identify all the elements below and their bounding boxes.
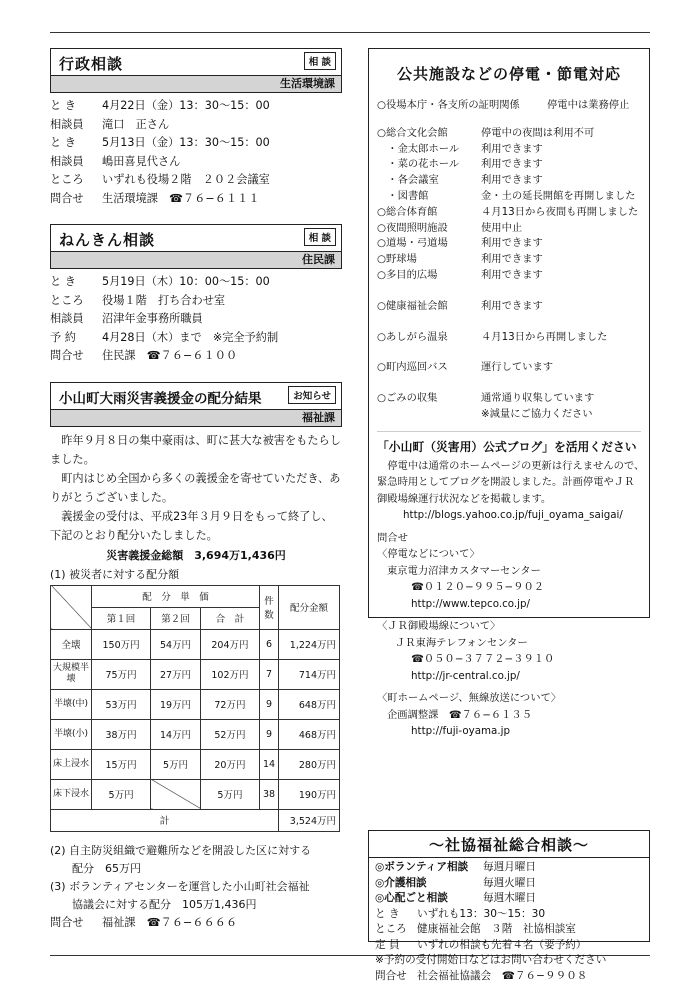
- info-row: [50, 310, 342, 329]
- facility-status: 利用できます: [481, 237, 543, 250]
- table-cell: 72万円: [200, 689, 259, 719]
- nenkin-dept: 住民課: [50, 252, 342, 269]
- table-cell-cat: 半壊(小): [51, 719, 92, 749]
- shakyo-item-day: 毎週月曜日: [483, 861, 536, 873]
- info-label: 相談員: [50, 312, 84, 325]
- info-value: 滝口 正さん: [102, 117, 170, 131]
- facility-name: ・金太郎ホール: [377, 142, 460, 155]
- info-value: 生活環境課 ☎７６−６１１１: [102, 191, 260, 205]
- info-row: [50, 292, 342, 311]
- gienkin-badge: お知らせ: [288, 386, 336, 404]
- contact-value: 福祉課 ☎７６−６６６６: [102, 915, 238, 929]
- note-3b: 協議会に対する配分 105万1,436円: [72, 897, 257, 911]
- shakyo-item-name: ◎心配ごと相談: [375, 892, 448, 904]
- table-cell-cat: 半壊(中): [51, 689, 92, 719]
- table-total-amount: 3,524万円: [279, 809, 340, 831]
- facility-row: [377, 221, 641, 237]
- info-row: [50, 329, 342, 348]
- gienkin-sub1: (1) 被災者に対する配分額: [50, 567, 180, 581]
- facility-row: [377, 330, 641, 346]
- facility-list: [377, 98, 641, 423]
- info-value: 5月19日（木）10：00〜15：00: [102, 275, 270, 288]
- allocation-table: [50, 585, 340, 832]
- shakyo-row: [369, 907, 649, 923]
- info-value: 4月28日（木）まで ※完全予約制: [102, 330, 279, 344]
- blog-title: 「小山町（災害用）公式ブログ」を活用ください: [377, 431, 641, 455]
- info-value: 役場１階 打ち合わせ室: [102, 293, 226, 307]
- table-cell: 1,224万円: [279, 629, 340, 659]
- shakyo-contact: [369, 969, 649, 985]
- nenkin-info: [50, 273, 342, 366]
- note-2a: (2) 自主防災組織で避難所などを開設した区に対する: [50, 843, 312, 857]
- nenkin-title: ねんきん相談: [59, 231, 156, 249]
- table-cell: 648万円: [279, 689, 340, 719]
- info-value: 沼津年金事務所職員: [102, 312, 203, 325]
- info-label: 相談員: [50, 154, 84, 168]
- shakyo-note: ※予約の受付開始日などはお問い合わせください: [375, 954, 607, 966]
- contact-url-link[interactable]: http://jr-central.co.jp/: [411, 669, 520, 682]
- facility-status: ※減量にご協力ください: [481, 407, 593, 420]
- info-label: 相談員: [50, 117, 84, 131]
- facility-name: ○健康福祉会館: [377, 299, 448, 312]
- shakyo-contact-label: 問合せ: [375, 969, 407, 982]
- facility-row: [377, 299, 641, 315]
- contact-name: 企画調整課 ☎７６−６１３５: [387, 708, 533, 721]
- info-value: 5月13日（金）13：30〜15：00: [102, 136, 270, 149]
- facility-name: ○野球場: [377, 253, 417, 266]
- table-cell: 75万円: [92, 659, 151, 689]
- info-label: 問合せ: [50, 349, 84, 362]
- facility-name: ○多目的広場: [377, 268, 438, 281]
- facility-name: ・各会議室: [377, 174, 439, 187]
- table-cell: 38: [260, 779, 279, 809]
- shakyo-row-value: いずれも13：30〜15：30: [417, 907, 546, 920]
- facility-name: ○夜間照明施設: [377, 221, 448, 234]
- table-header-ken: 件数: [260, 585, 279, 629]
- contact-url-link[interactable]: http://www.tepco.co.jp/: [411, 597, 531, 610]
- info-row: [50, 347, 342, 366]
- right-column: [368, 48, 650, 738]
- facility-row: [377, 236, 641, 252]
- table-total-label: 計: [51, 809, 279, 831]
- contact-heading: 〈停電などについて〉: [377, 548, 480, 561]
- facility-name: ・菜の花ホール: [377, 158, 460, 171]
- gienkin-total: 災害義援金総額 3,694万1,436円: [106, 548, 286, 562]
- contact-label: 問合せ: [50, 915, 84, 929]
- contact-name: 東京電力沼津カスタマーセンター: [387, 564, 541, 577]
- table-cell: 14: [260, 749, 279, 779]
- contact-name: ＪＲ東海テレフォンセンター: [395, 636, 528, 649]
- gienkin-header: [50, 382, 342, 410]
- note-2b: 配分 65万円: [72, 861, 141, 875]
- info-label: と き: [50, 99, 76, 112]
- facility-name: ○総合文化会館: [377, 126, 448, 139]
- gyosei-header: [50, 48, 342, 76]
- spacer: [377, 376, 641, 391]
- shakyo-item: [369, 860, 649, 876]
- table-cell-cat: 床下浸水: [51, 779, 92, 809]
- info-row: [50, 97, 342, 116]
- facility-status: 使用中止: [481, 221, 523, 234]
- facility-row: [377, 391, 641, 407]
- spacer: [377, 284, 641, 299]
- table-cell: 5万円: [92, 779, 151, 809]
- facility-status: 利用できます: [481, 299, 543, 312]
- gienkin-notes: [50, 842, 342, 933]
- table-cell: 53万円: [92, 689, 151, 719]
- table-cell-cat: 床上浸水: [51, 749, 92, 779]
- table-header-kingaku: 配分金額: [279, 585, 340, 629]
- shakyo-box: [368, 830, 650, 982]
- facility-title: 公共施設などの停電・節電対応: [396, 65, 621, 83]
- gyosei-section: [50, 48, 342, 208]
- info-value: 住民課 ☎７６−６１００: [102, 349, 238, 362]
- gyosei-title: 行政相談: [59, 55, 124, 73]
- table-cell: 5万円: [151, 749, 201, 779]
- facility-row: [377, 98, 641, 114]
- info-value: 嶋田喜見代さん: [102, 154, 181, 168]
- left-column: [50, 48, 342, 942]
- note-3a: (3) ボランティアセンターを運営した小山町社会福祉: [50, 879, 310, 893]
- facility-row: [377, 205, 641, 221]
- table-cell: 9: [260, 719, 279, 749]
- table-cell: 714万円: [279, 659, 340, 689]
- info-row: [50, 116, 342, 135]
- facility-status: 利用できます: [481, 142, 543, 155]
- facility-status: 停電中の夜間は利用不可: [481, 126, 595, 139]
- shakyo-row: [369, 938, 649, 954]
- facility-name: ・図書館: [377, 189, 429, 202]
- table-header-sum: 合 計: [200, 607, 259, 629]
- table-cell-cat: 大規模半壊: [51, 659, 92, 689]
- gienkin-para: 昨年９月８日の集中豪雨は、町に甚大な被害をもたらしました。: [50, 433, 341, 466]
- facility-name: ○町内巡回バス: [377, 361, 448, 374]
- nenkin-header: [50, 224, 342, 252]
- gienkin-para: 義援金の受付は、平成23年３月９日をもって終了し、下記のとおり配分いたしました。: [50, 509, 333, 542]
- shakyo-item-name: ◎ボランティア相談: [375, 861, 469, 873]
- facility-status: 運行しています: [481, 361, 554, 374]
- info-label: ところ: [50, 173, 84, 186]
- blog-text: 緊急時用としてブログを開設しました。計画停電やＪＲ: [377, 476, 635, 489]
- table-cell: 7: [260, 659, 279, 689]
- table-cell-blank: [151, 779, 201, 809]
- shakyo-item-day: 毎週火曜日: [483, 876, 536, 889]
- spacer: [377, 345, 641, 360]
- facility-status: 停電中は業務停止: [547, 99, 630, 111]
- shakyo-row-label: ところ: [375, 923, 407, 935]
- facility-status: 金・土の延長開館を再開しました: [481, 189, 636, 202]
- nenkin-badge: 相 談: [304, 228, 336, 246]
- facility-status: 通常通り収集しています: [481, 392, 595, 405]
- gienkin-dept: 福祉課: [50, 410, 342, 427]
- table-cell: 38万円: [92, 719, 151, 749]
- facility-name: ○役場本庁・各支所の証明関係: [377, 99, 520, 111]
- table-cell: 9: [260, 689, 279, 719]
- info-row: [50, 190, 342, 209]
- blog-text: 御殿場線運行状況などを掲載します。: [377, 492, 552, 505]
- table-cell: 468万円: [279, 719, 340, 749]
- blog-text: 停電中は通常のホームページの更新は行えませんので、: [377, 459, 645, 472]
- gienkin-contact: [50, 914, 342, 933]
- contact-tel: ☎０５０−３７７２−３９１０: [411, 653, 555, 666]
- table-cell: 52万円: [200, 719, 259, 749]
- facility-row: [377, 407, 641, 423]
- facility-row: [377, 268, 641, 284]
- table-cell: 204万円: [200, 629, 259, 659]
- table-cell: 27万円: [151, 659, 201, 689]
- info-label: ところ: [50, 293, 84, 307]
- info-row: [50, 171, 342, 190]
- contact-heading: 〈町ホームページ、無線放送について〉: [377, 692, 562, 705]
- facility-row: [377, 360, 641, 376]
- gyosei-badge: 相 談: [304, 52, 336, 70]
- info-label: 予 約: [50, 330, 76, 344]
- table-cell: 150万円: [92, 629, 151, 659]
- facility-name: ○あしがら温泉: [377, 330, 448, 343]
- table-cell-cat: 全壊: [51, 629, 92, 659]
- info-row: [50, 273, 342, 292]
- facility-row: [377, 126, 641, 142]
- facility-row: [377, 142, 641, 158]
- contact-heading: 〈ＪＲ御殿場線について〉: [377, 620, 501, 633]
- shakyo-item-day: 毎週木曜日: [483, 892, 536, 904]
- table-row: [51, 719, 340, 749]
- table-header-1: 第１回: [92, 607, 151, 629]
- shakyo-item-name: ◎介護相談: [375, 876, 427, 889]
- table-cell: 6: [260, 629, 279, 659]
- shakyo-row-value: 健康福祉会館 ３階 社協相談室: [417, 923, 576, 935]
- spacer: [377, 315, 641, 330]
- info-label: と き: [50, 136, 76, 149]
- table-row: [51, 779, 340, 809]
- info-value: 4月22日（金）13：30〜15：00: [102, 99, 270, 112]
- table-cell: 280万円: [279, 749, 340, 779]
- table-cell: 15万円: [92, 749, 151, 779]
- nenkin-section: [50, 224, 342, 366]
- facility-row: [377, 173, 641, 189]
- info-label: と き: [50, 275, 76, 288]
- info-row: [50, 134, 342, 153]
- facility-status: 利用できます: [481, 253, 543, 266]
- table-total-row: [51, 809, 340, 831]
- gienkin-title: 小山町大雨災害義援金の配分結果: [59, 390, 262, 407]
- facility-name: ○道場・弓道場: [377, 237, 448, 250]
- inquiry-label: 問合せ: [377, 531, 408, 544]
- info-value: いずれも役場２階 ２０２会議室: [102, 173, 270, 186]
- shakyo-row-value: いずれの相談も先着４名（要予約）: [417, 938, 587, 951]
- facility-row: [377, 189, 641, 205]
- table-cell: 14万円: [151, 719, 201, 749]
- facility-row: [377, 157, 641, 173]
- gienkin-section: [50, 382, 342, 933]
- table-row: [51, 659, 340, 689]
- facility-name: [377, 407, 481, 423]
- table-cell: 5万円: [200, 779, 259, 809]
- shakyo-item: [369, 891, 649, 907]
- table-row: [51, 629, 340, 659]
- spacer: [377, 114, 641, 126]
- table-cell: 54万円: [151, 629, 201, 659]
- table-cell: 102万円: [200, 659, 259, 689]
- table-corner: [51, 585, 92, 629]
- gienkin-para: 町内はじめ全国から多くの義援金を寄せていただき、ありがとうございました。: [50, 471, 341, 504]
- shakyo-row: [369, 922, 649, 938]
- facility-status: ４月13日から夜間も再開しました: [481, 205, 639, 218]
- facility-name: ○ごみの収集: [377, 392, 438, 405]
- gyosei-dept: 生活環境課: [50, 76, 342, 93]
- facility-status: 利用できます: [481, 268, 543, 281]
- shakyo-row-label: 定 員: [375, 938, 400, 951]
- table-header-haibun: 配 分 単 価: [92, 585, 260, 607]
- table-cell: 20万円: [200, 749, 259, 779]
- shakyo-contact-value: 社会福祉協議会 ☎７６−９９０８: [417, 969, 588, 982]
- facility-row: [377, 252, 641, 268]
- table-header-2: 第２回: [151, 607, 201, 629]
- gyosei-info: [50, 97, 342, 208]
- facility-status: 利用できます: [481, 158, 543, 171]
- blog-url-link[interactable]: http://blogs.yahoo.co.jp/fuji_oyama_saigai/: [403, 509, 623, 522]
- facility-box: [368, 48, 650, 738]
- shakyo-row-label: と き: [375, 907, 400, 920]
- table-row: [51, 689, 340, 719]
- contact-url-link[interactable]: http://fuji-oyama.jp: [411, 725, 511, 738]
- info-row: [50, 153, 342, 172]
- info-label: 問合せ: [50, 191, 84, 205]
- shakyo-title: 〜社協福祉総合相談〜: [369, 834, 649, 858]
- top-rule: [50, 32, 650, 33]
- table-row: [51, 749, 340, 779]
- contact-tel: ☎０１２０−９９５−９０２: [411, 581, 545, 594]
- shakyo-item: [369, 876, 649, 892]
- table-cell: 190万円: [279, 779, 340, 809]
- facility-status: ４月13日から再開しました: [481, 330, 608, 343]
- facility-name: ○総合体育館: [377, 205, 438, 218]
- facility-status: 利用できます: [481, 174, 543, 187]
- table-cell: 19万円: [151, 689, 201, 719]
